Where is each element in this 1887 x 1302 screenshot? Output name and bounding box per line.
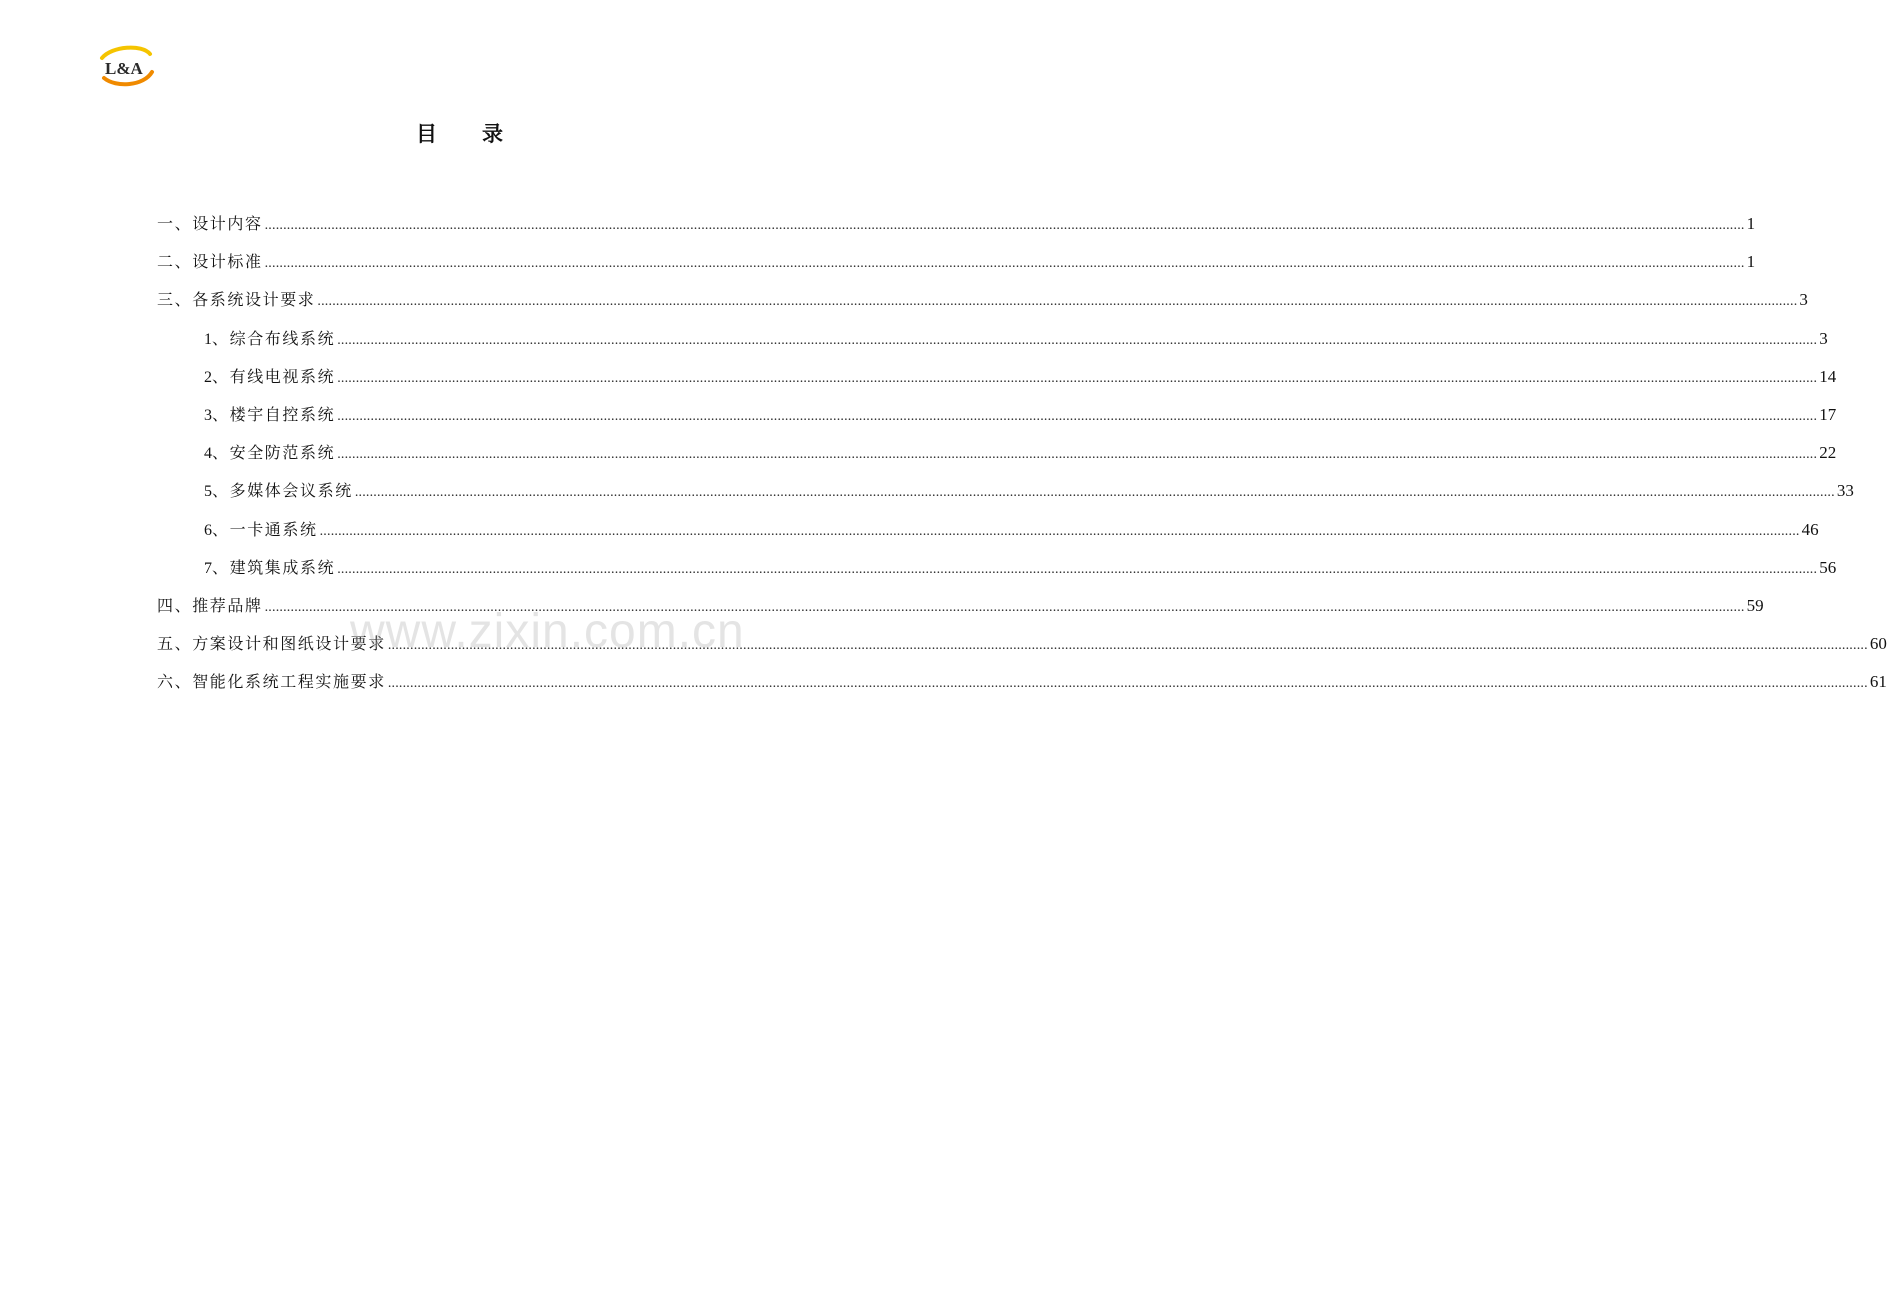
toc-leader-dots: ................................................................................................................................................................................................................................................................................................................................................................................................................ xyxy=(264,218,1745,233)
toc-entry[interactable] xyxy=(157,205,1756,243)
toc-entry[interactable] xyxy=(157,511,1819,549)
toc-entry-number: 5 xyxy=(204,483,212,501)
toc-page-number: 1 xyxy=(1746,252,1756,272)
toc-entry-label xyxy=(204,472,353,511)
toc-page-number: 60 xyxy=(1869,634,1887,654)
toc-page-number: 14 xyxy=(1819,366,1837,386)
toc-entry-label xyxy=(204,511,318,550)
toc-leader-dots: ................................................................................................................................................................................................................................................................................................................................................................................................................ xyxy=(387,638,1868,654)
toc-entry[interactable] xyxy=(157,396,1837,434)
toc-entry-text: 、楼宇自控系统 xyxy=(212,404,336,424)
toc-entry[interactable] xyxy=(157,625,1887,663)
toc-entry-number: 1 xyxy=(204,330,212,348)
company-logo xyxy=(98,44,156,88)
title-char-left: 目 xyxy=(416,121,438,146)
toc-leader-dots: ................................................................................................................................................................................................................................................................................................................................................................................................................ xyxy=(264,599,1745,615)
toc-entry-label xyxy=(157,587,263,625)
toc-entry-text: 六、智能化系统工程实施要求 xyxy=(157,672,386,692)
toc-entry-text: 、安全防范系统 xyxy=(212,443,336,463)
watermark: www.zixin.com.cn xyxy=(350,605,745,658)
toc-entry[interactable] xyxy=(157,549,1837,587)
toc-page-number: 1 xyxy=(1746,214,1756,233)
toc-entry-number: 4 xyxy=(204,445,212,463)
toc-leader-dots: ................................................................................................................................................................................................................................................................................................................................................................................................................ xyxy=(354,485,1835,501)
toc-leader-dots: ................................................................................................................................................................................................................................................................................................................................................................................................................ xyxy=(387,676,1868,692)
toc-entry-label xyxy=(204,320,335,359)
toc-entry-text: 一、设计内容 xyxy=(157,214,263,233)
toc-entry-text: 、一卡通系统 xyxy=(212,519,318,539)
toc-entry-text: 三、各系统设计要求 xyxy=(157,290,316,310)
toc-page-number: 22 xyxy=(1819,443,1837,463)
toc-page-number: 59 xyxy=(1746,595,1764,615)
toc-entry-number: 7 xyxy=(204,559,212,577)
toc-entry-text: 、综合布线系统 xyxy=(212,328,336,348)
title-char-right: 录 xyxy=(482,121,504,146)
toc-entry-label xyxy=(157,625,386,663)
toc-page-number: 33 xyxy=(1836,481,1854,501)
toc-entry-label xyxy=(157,243,263,281)
toc-entry-label xyxy=(204,396,335,435)
toc-entry-text: 二、设计标准 xyxy=(157,252,263,272)
toc-entry-label xyxy=(204,358,335,397)
toc-entry-text: 、有线电视系统 xyxy=(212,366,336,386)
toc-entry[interactable] xyxy=(157,587,1764,625)
toc-entry-number: 3 xyxy=(204,406,212,424)
table-of-contents xyxy=(157,205,1887,701)
toc-leader-dots: ................................................................................................................................................................................................................................................................................................................................................................................................................ xyxy=(337,561,1818,577)
logo-swoosh-top xyxy=(102,48,150,58)
toc-entry-label xyxy=(204,549,335,588)
toc-entry[interactable] xyxy=(157,243,1756,281)
toc-page-number: 46 xyxy=(1801,519,1819,539)
toc-entry[interactable] xyxy=(157,281,1808,319)
toc-entry-label xyxy=(157,663,386,701)
toc-leader-dots: ................................................................................................................................................................................................................................................................................................................................................................................................................ xyxy=(337,370,1818,386)
toc-entry[interactable] xyxy=(157,320,1828,358)
toc-entry[interactable] xyxy=(157,434,1837,472)
toc-entry-text: 五、方案设计和图纸设计要求 xyxy=(157,634,386,654)
toc-entry-text: 、多媒体会议系统 xyxy=(212,481,353,501)
toc-entry[interactable] xyxy=(157,472,1854,510)
toc-page-number: 3 xyxy=(1799,290,1808,310)
toc-leader-dots: ................................................................................................................................................................................................................................................................................................................................................................................................................ xyxy=(317,294,1798,310)
logo-text: L&A xyxy=(105,59,143,78)
toc-entry[interactable] xyxy=(157,663,1887,701)
toc-entry[interactable] xyxy=(157,358,1837,396)
toc-entry-label xyxy=(204,434,335,473)
toc-leader-dots: ................................................................................................................................................................................................................................................................................................................................................................................................................ xyxy=(337,447,1818,463)
toc-page-number: 56 xyxy=(1819,557,1837,577)
page-title xyxy=(0,118,920,148)
toc-entry-label xyxy=(157,205,263,243)
toc-leader-dots: ................................................................................................................................................................................................................................................................................................................................................................................................................ xyxy=(337,332,1818,348)
toc-entry-text: 四、推荐品牌 xyxy=(157,595,263,615)
toc-page-number: 17 xyxy=(1819,404,1837,424)
toc-page-number: 61 xyxy=(1869,672,1887,692)
toc-leader-dots: ................................................................................................................................................................................................................................................................................................................................................................................................................ xyxy=(337,408,1818,424)
toc-page-number: 3 xyxy=(1819,328,1828,348)
toc-entry-number: 2 xyxy=(204,368,212,386)
toc-leader-dots: ................................................................................................................................................................................................................................................................................................................................................................................................................ xyxy=(264,256,1745,272)
toc-leader-dots: ................................................................................................................................................................................................................................................................................................................................................................................................................ xyxy=(319,523,1800,539)
toc-entry-label xyxy=(157,281,315,319)
toc-entry-text: 、建筑集成系统 xyxy=(212,557,336,577)
toc-entry-number: 6 xyxy=(204,521,212,539)
